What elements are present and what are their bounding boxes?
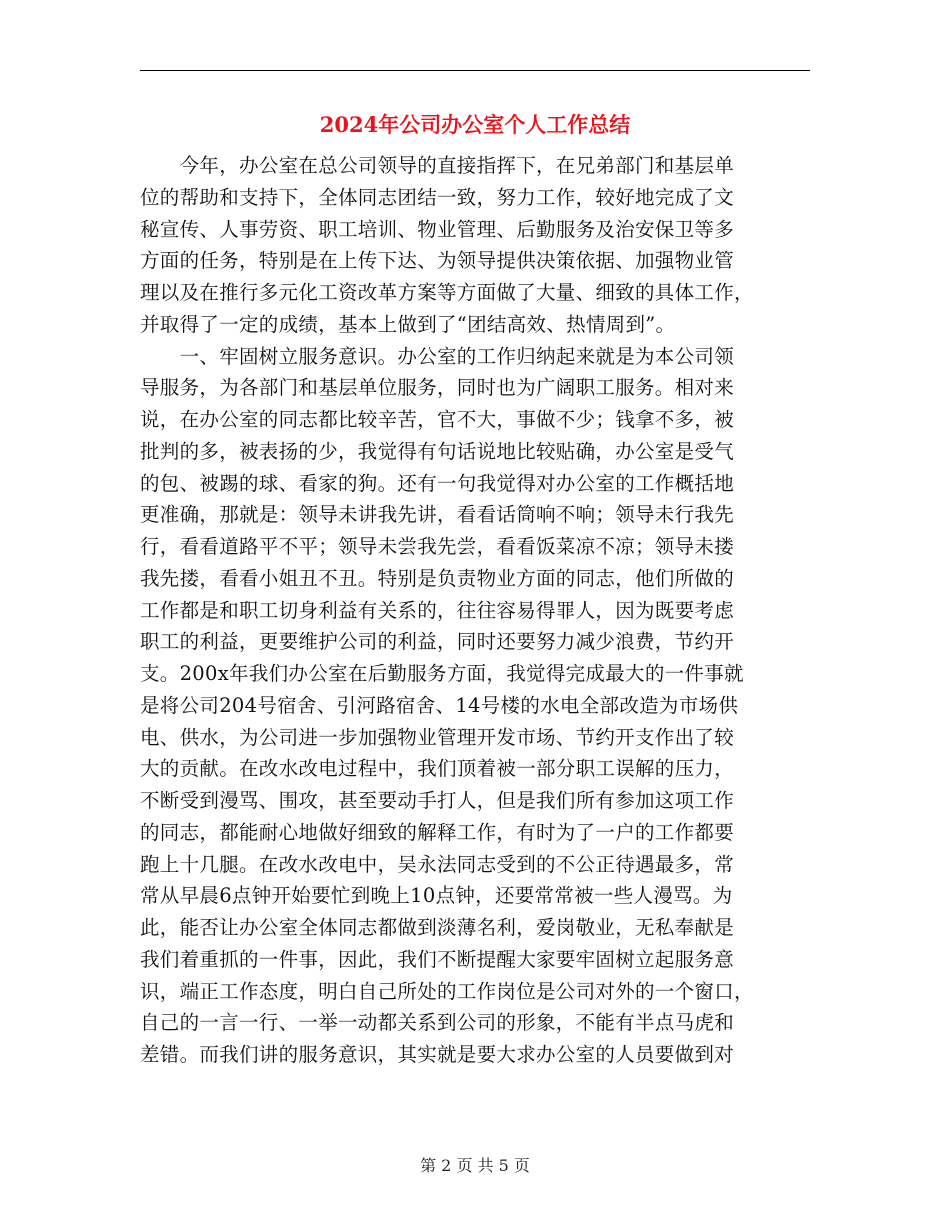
body-line: 大的贡献。在改水改电过程中，我们顶着被一部分职工误解的压力， bbox=[140, 757, 735, 781]
body-line: 批判的多，被表扬的少，我觉得有句话说地比较贴确，办公室是受气 bbox=[140, 439, 735, 463]
body-line: 差错。而我们讲的服务意识，其实就是要大求办公室的人员要做到对 bbox=[140, 1043, 735, 1066]
body-line: 我们着重抓的一件事，因此，我们不断提醒大家要牢固树立起服务意 bbox=[140, 947, 735, 971]
body-line: 今年，办公室在总公司领导的直接指挥下，在兄弟部门和基层单 bbox=[140, 154, 735, 177]
body-line: 理以及在推行多元化工资改革方案等方面做了大量、细致的具体工作， bbox=[140, 281, 754, 304]
body-line: 是将公司204号宿舍、引河路宿舍、14号楼的水电全部改造为市场供 bbox=[140, 693, 739, 717]
body-line: 并取得了一定的成绩，基本上做到了“团结高效、热情周到”。 bbox=[140, 312, 676, 336]
body-line: 工作都是和职工切身利益有关系的，往往容易得罪人，因为既要考虑 bbox=[140, 598, 735, 622]
body-line: 一、牢固树立服务意识。办公室的工作归纳起来就是为本公司领 bbox=[140, 344, 735, 368]
document-title: 2024年公司办公室个人工作总结 bbox=[319, 112, 631, 137]
body-line: 常从早晨6点钟开始要忙到晚上10点钟，还要常常被一些人漫骂。为 bbox=[140, 884, 733, 908]
body-line: 我先搂，看看小姐丑不丑。特别是负责物业方面的同志，他们所做的 bbox=[140, 566, 735, 590]
body-line: 自己的一言一行、一举一动都关系到公司的形象，不能有半点马虎和 bbox=[140, 1011, 735, 1035]
body-line: 的包、被踢的球、看家的狗。还有一句我觉得对办公室的工作概括地 bbox=[140, 471, 735, 495]
body-line: 电、供水，为公司进一步加强物业管理开发市场、节约开支作出了较 bbox=[140, 725, 735, 749]
body-line: 跑上十几腿。在改水改电中，吴永法同志受到的不公正待遇最多，常 bbox=[140, 852, 735, 876]
body-line: 的同志，都能耐心地做好细致的解释工作，有时为了一户的工作都要 bbox=[140, 820, 735, 844]
body-line: 位的帮助和支持下，全体同志团结一致，努力工作，较好地完成了文 bbox=[140, 185, 735, 209]
body-line: 导服务，为各部门和基层单位服务，同时也为广阔职工服务。相对来 bbox=[140, 376, 735, 400]
body-line: 行，看看道路平不平；领导未尝我先尝，看看饭菜凉不凉；领导未搂 bbox=[140, 535, 735, 558]
body-line: 职工的利益，更要维护公司的利益，同时还要努力减少浪费，节约开 bbox=[140, 630, 735, 654]
body-line: 更准确，那就是：领导未讲我先讲，看看话筒响不响；领导未行我先 bbox=[140, 503, 735, 527]
body-line: 秘宣传、人事劳资、职工培训、物业管理、后勤服务及治安保卫等多 bbox=[140, 217, 735, 241]
page-footer: 第 2 页 共 5 页 bbox=[420, 1156, 530, 1175]
header-rule bbox=[140, 70, 810, 71]
body-line: 此，能否让办公室全体同志都做到淡薄名利，爱岗敬业，无私奉献是 bbox=[140, 916, 735, 939]
body-line: 识，端正工作态度，明白自己所处的工作岗位是公司对外的一个窗口， bbox=[140, 979, 754, 1003]
body-line: 不断受到漫骂、围攻，甚至要动手打人，但是我们所有参加这项工作 bbox=[140, 789, 735, 812]
body-line: 支。200x年我们办公室在后勤服务方面，我觉得完成最大的一件事就 bbox=[140, 662, 744, 685]
document-body bbox=[140, 150, 810, 1071]
body-line: 说，在办公室的同志都比较辛苦，官不大，事做不少；钱拿不多，被 bbox=[140, 408, 735, 431]
body-line: 方面的任务，特别是在上传下达、为领导提供决策依据、加强物业管 bbox=[140, 249, 735, 273]
